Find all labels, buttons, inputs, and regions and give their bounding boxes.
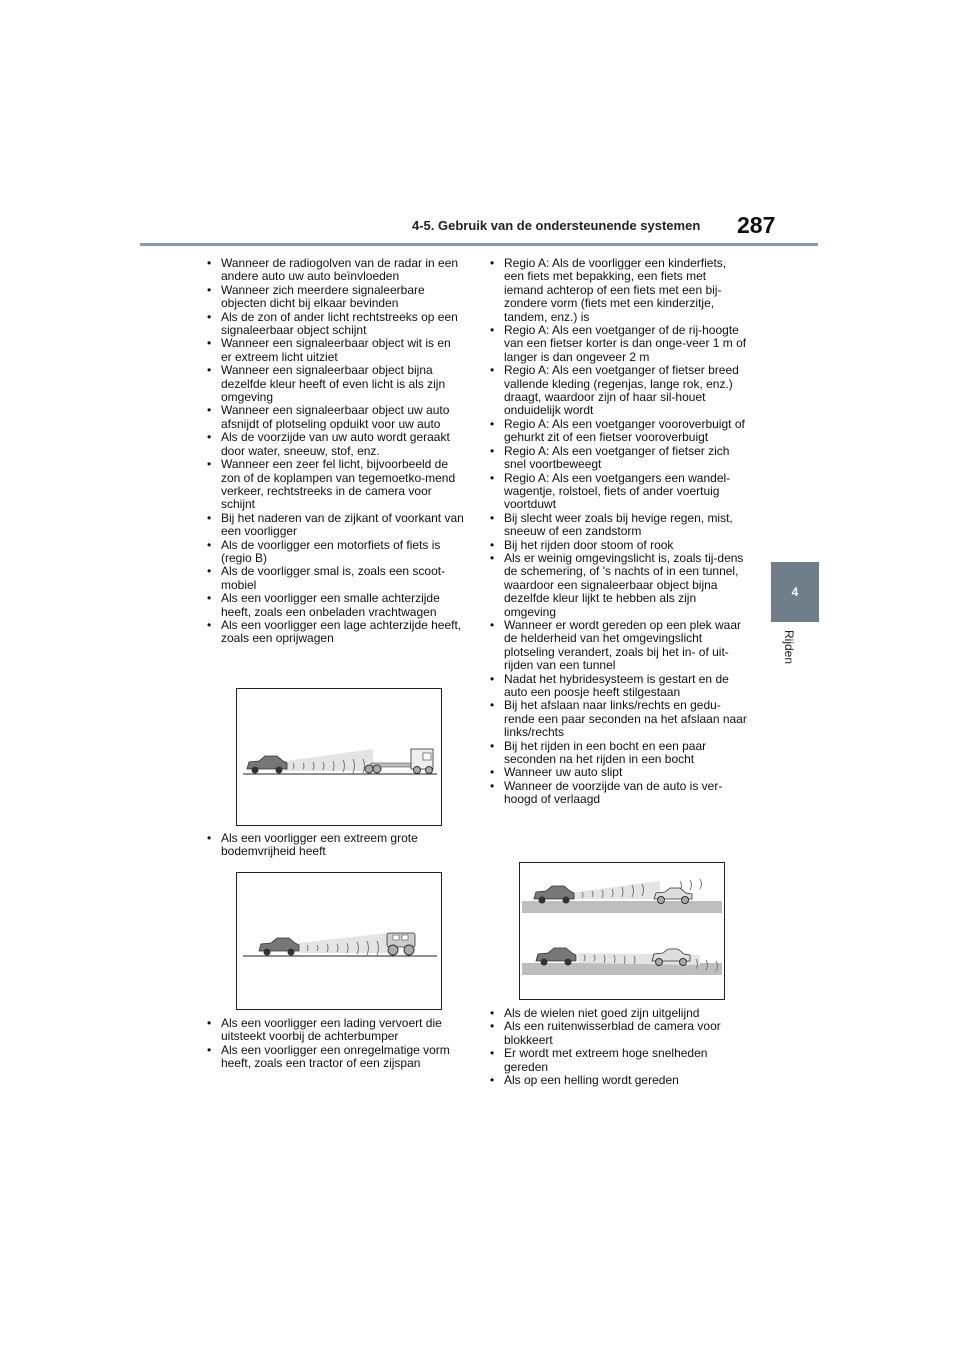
list-item: • Als er weinig omgevingslicht is, zoals tij-dens de schemering, of 's nachts of in een tunnel, waardoor een signaleerbaar object bijna dezelfde kleur lijkt te hebben als zijn omgeving (485, 552, 747, 619)
list-item: • Regio A: Als een voetgangers een wandel-wagentje, rolstoel, fiets of ander voertuig voortduwt (485, 472, 747, 512)
bullet-list (202, 1017, 464, 1071)
list-item: • Als een voorligger een lading vervoert die uitsteekt voorbij de achterbumper (202, 1017, 464, 1044)
list-item: • Er wordt met extreem hoge snelheden gereden (485, 1047, 747, 1074)
header-section-title: 4-5. Gebruik van de ondersteunende systemen (412, 218, 701, 233)
list-item: • Regio A: Als de voorligger een kinderfiets, een fiets met bepakking, een fiets met iemand achterop of een fiets met een bij-zondere vorm (fiets met een kinderzitje, tandem, enz.) is (485, 257, 747, 324)
list-item: • Wanneer er wordt gereden op een plek waar de helderheid van het omgevingslicht plotseling verandert, zoals bij het in- of uit-rijden van een tunnel (485, 619, 747, 673)
list-item: • Als op een helling wordt gereden (485, 1074, 747, 1087)
car-behind-low-trailer-truck-illustration (237, 689, 441, 825)
right-column-bottom (485, 1007, 747, 1087)
chapter-label: Rijden (782, 630, 796, 665)
left-column-middle (202, 832, 464, 859)
right-column-top (485, 257, 747, 807)
chapter-tab: 4 (771, 562, 819, 622)
bullet-list (485, 257, 747, 807)
car-behind-high-clearance-suv-illustration (237, 873, 441, 1009)
list-item: • Wanneer een signaleerbaar object bijna dezelfde kleur heeft of even licht is als zijn omgeving (202, 364, 464, 404)
list-item: • Wanneer een signaleerbaar object uw auto afsnijdt of plotseling opduikt voor uw auto (202, 404, 464, 431)
list-item: • Als een voorligger een lage achterzijde heeft, zoals een oprijwagen (202, 619, 464, 646)
left-column-bottom (202, 1017, 464, 1071)
figure-slope-misalignment (519, 862, 725, 1000)
list-item: • Regio A: Als een voetganger of fietser zich snel voortbeweegt (485, 445, 747, 472)
list-item: • Wanneer uw auto slipt (485, 766, 747, 779)
list-item: • Als de zon of ander licht rechtstreeks op een signaleerbaar object schijnt (202, 311, 464, 338)
list-item: • Als een voorligger een extreem grote bodemvrijheid heeft (202, 832, 464, 859)
list-item: • Bij het afslaan naar links/rechts en gedu-rende een paar seconden na het afslaan naar links/rechts (485, 699, 747, 739)
bullet-list (202, 832, 464, 859)
figure-high-clearance (236, 872, 442, 1010)
list-item: • Wanneer zich meerdere signaleerbare objecten dicht bij elkaar bevinden (202, 284, 464, 311)
list-item: • Nadat het hybridesysteem is gestart en de auto een poosje heeft stilgestaan (485, 673, 747, 700)
list-item: • Als de wielen niet goed zijn uitgelijnd (485, 1007, 747, 1020)
list-item: • Regio A: Als een voetganger of de rij-hoogte van een fietser korter is dan onge-veer 1 m of langer is dan ongeveer 2 m (485, 324, 747, 364)
list-item: • Als een voorligger een onregelmatige vorm heeft, zoals een tractor of een zijspan (202, 1044, 464, 1071)
list-item: • Bij het rijden door stoom of rook (485, 539, 747, 552)
bullet-list (202, 257, 464, 646)
list-item: • Wanneer een zeer fel licht, bijvoorbeeld de zon of de koplampen van tegemoetko-mend verkeer, rechtstreeks in de camera voor schijnt (202, 458, 464, 512)
list-item: • Regio A: Als een voetganger vooroverbuigt of gehurkt zit of een fietser vooroverbuigt (485, 418, 747, 445)
list-item: • Wanneer de radiogolven van de radar in een andere auto uw auto beïnvloeden (202, 257, 464, 284)
car-on-slope-and-misaligned-car-illustration (520, 863, 724, 999)
figure-low-trailer (236, 688, 442, 826)
list-item: • Bij slecht weer zoals bij hevige regen, mist, sneeuw of een zandstorm (485, 512, 747, 539)
list-item: • Wanneer de voorzijde van de auto is ver-hoogd of verlaagd (485, 780, 747, 807)
list-item: • Als de voorzijde van uw auto wordt geraakt door water, sneeuw, stof, enz. (202, 431, 464, 458)
list-item: • Bij het naderen van de zijkant of voorkant van een voorligger (202, 512, 464, 539)
list-item: • Als de voorligger een motorfiets of fiets is (regio B) (202, 539, 464, 566)
list-item: • Als een ruitenwisserblad de camera voor blokkeert (485, 1020, 747, 1047)
list-item: • Bij het rijden in een bocht en een paar seconden na het rijden in een bocht (485, 740, 747, 767)
left-column-top (202, 257, 464, 646)
list-item: • Regio A: Als een voetganger of fietser breed vallende kleding (regenjas, lange rok, enz.) draagt, waardoor zijn of haar sil-houet onduidelijk wordt (485, 364, 747, 418)
list-item: • Wanneer een signaleerbaar object wit is en er extreem licht uitziet (202, 337, 464, 364)
bullet-list (485, 1007, 747, 1087)
header-rule (140, 243, 818, 246)
list-item: • Als een voorligger een smalle achterzijde heeft, zoals een onbeladen vrachtwagen (202, 592, 464, 619)
list-item: • Als de voorligger smal is, zoals een scoot-mobiel (202, 565, 464, 592)
page-number: 287 (737, 212, 776, 238)
